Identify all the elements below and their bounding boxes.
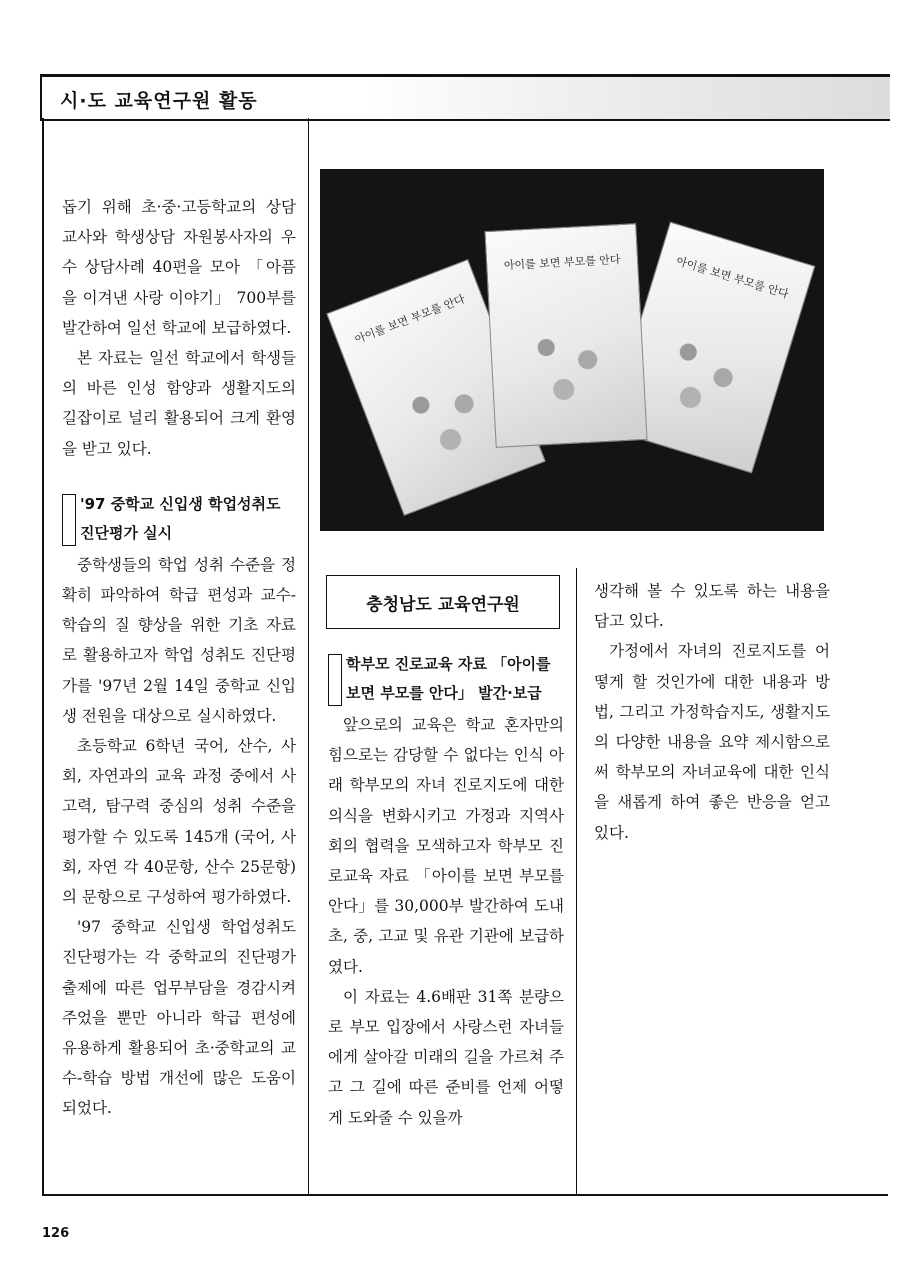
heading-marker-box — [62, 494, 76, 546]
booklet-illustration — [514, 315, 621, 415]
paragraph: 이 자료는 4.6배판 31쪽 분량으로 부모 입장에서 사랑스런 자녀들에게 살아갈 미래의 길을 가르쳐 주고 그 길에 따른 준비를 언제 어떻게 도와줄 수 있을까 — [328, 987, 564, 1127]
frame-left-rule — [42, 118, 44, 1196]
column-divider-2 — [576, 568, 577, 1196]
booklet-cover-title: 아이를 보면 부모를 안다 — [353, 292, 467, 347]
section-header-title: 시·도 교육연구원 활동 — [60, 90, 258, 112]
booklet-cover — [484, 223, 647, 448]
column-3 — [594, 576, 830, 848]
booklet-cover-title: 아이를 보면 부모를 안다 — [674, 254, 791, 301]
page-number: 126 — [42, 1226, 70, 1241]
section-heading-text: 학부모 진로교육 자료 「아이를 보면 부모를 안다」 발간·보급 — [346, 655, 551, 702]
column-divider-1 — [308, 118, 309, 1196]
paragraph: '97 중학교 신입생 학업성취도 진단평가는 각 중학교의 진단평가 출제에 따른 업무부담을 경감시켜 주었을 뿐만 아니라 학급 편성에 유용하게 활용되어 초·중학교의 교수-학습 방법 개선에 많은 도움이 되었다. — [62, 918, 296, 1118]
region-title-box — [326, 575, 560, 629]
column-1 — [62, 192, 296, 1124]
frame-bottom-rule — [42, 1194, 888, 1196]
booklet-photo — [320, 169, 824, 531]
section-header-bar — [40, 74, 890, 121]
paragraph: 가정에서 자녀의 진로지도를 어떻게 할 것인가에 대한 내용과 방법, 그리고 가정학습지도, 생활지도의 다양한 내용을 요약 제시함으로써 학부모의 자녀교육에 대한 인식을 새롭게 하여 좋은 반응을 얻고 있다. — [594, 642, 830, 842]
paragraph: 생각해 볼 수 있도록 하는 내용을 담고 있다. — [594, 582, 830, 631]
heading-marker-box — [328, 654, 342, 706]
column-2 — [328, 650, 564, 1133]
paragraph: 앞으로의 교육은 학교 혼자만의 힘으로는 감당할 수 없다는 인식 아래 학부모의 자녀 진로지도에 대한 의식을 변화시키고 가정과 지역사회의 협력을 모색하고자 학부모 진로교육 자료 「아이를 보면 부모를 안다」를 30,000부 발간하여 도내 초, 중, 고교 및 유관 기관에 보급하였다. — [328, 716, 564, 976]
section-heading — [62, 490, 296, 548]
paragraph: 중학생들의 학업 성취 수준을 정확히 파악하여 학급 편성과 교수-학습의 질 향상을 위한 기초 자료로 활용하고자 학업 성취도 진단평가를 '97년 2월 14일 중학교 신입생 전원을 대상으로 실시하였다. — [62, 555, 296, 725]
paragraph: 본 자료는 일선 학교에서 학생들의 바른 인성 함양과 생활지도의 길잡이로 널리 활용되어 크게 환영을 받고 있다. — [62, 349, 296, 458]
region-title: 충청남도 교육연구원 — [366, 594, 520, 615]
booklet-illustration — [640, 316, 765, 437]
section-heading — [328, 650, 564, 708]
paragraph: 돕기 위해 초·중·고등학교의 상담교사와 학생상담 자원봉사자의 우수 상담사례 40편을 모아 「아픔을 이겨낸 사랑 이야기」 700부를 발간하여 일선 학교에 보급하였다. — [62, 198, 296, 337]
booklet-cover-title: 아이를 보면 부모를 안다 — [503, 253, 621, 273]
section-heading-text: '97 중학교 신입생 학업성취도 진단평가 실시 — [80, 494, 281, 542]
paragraph: 초등학교 6학년 국어, 산수, 사회, 자연과의 교육 과정 중에서 사고력, 탐구력 중심의 성취 수준을 평가할 수 있도록 145개 (국어, 사회, 자연 각 40문항, 산수 25문항)의 문항으로 구성하여 평가하였다. — [62, 737, 296, 907]
